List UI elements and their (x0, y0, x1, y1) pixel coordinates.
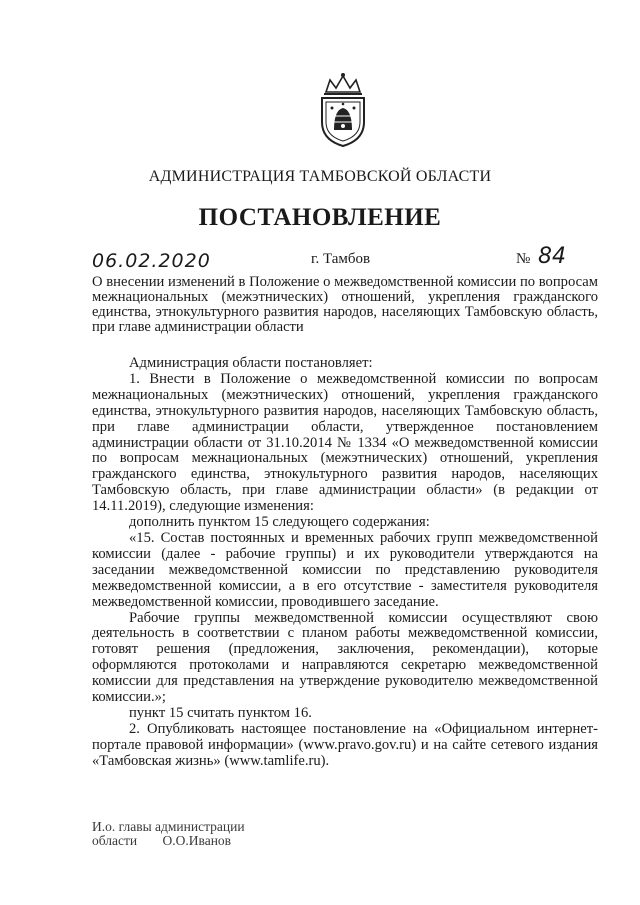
signatory-position-line2: области (92, 833, 138, 848)
signatory-position-line1: И.о. главы администрации (92, 819, 245, 834)
clause-15: «15. Состав постоянных и временных рабочих групп межведомственной комиссии (далее - рабочие группы) и их руководители утверждаются на заседании межведомственной комиссии по представлению руководителя межведомственной комиссии, а в его отсутствие - заместителя руководителя межведомственной комиссии, проводившего заседание. (92, 529, 598, 610)
paragraph-2: 2. Опубликовать настоящее постановление на «Официальном интернет-портале правовой информации» (www.pravo.gov.ru) и на сайте сетевого издания «Тамбовская жизнь» (www.tamlife.ru). (92, 720, 598, 769)
renumber-clause: пункт 15 считать пунктом 16. (129, 704, 312, 721)
paragraph-1: 1. Внести в Положение о межведомственной комиссии по вопросам межнациональных (межэтнических) отношений, укрепления гражданского единства, этнокультурного развития народов, населяющих Тамбовскую область, при главе администрации области, утвержденное постановлением администрации области от 31.10.2014 № 1334 «О межведомственной комиссии по вопросам межнациональных (межэтнических) отношений, укрепления гражданского единства, этнокультурного развития народов, населяющих Тамбовскую область, при главе администрации области» (в редакции от 14.11.2019), следующие изменения: (92, 370, 598, 515)
document-number-label: № (516, 251, 531, 267)
document-subject: О внесении изменений в Положение о межведомственной комиссии по вопросам межнациональных (межэтнических) отношений, укрепления гражданского единства, этнокультурного развития народов, населяющих Тамбовскую область, при главе администрации области (92, 274, 598, 335)
preamble: Администрация области постановляет: (129, 355, 373, 371)
coat-of-arms-emblem (308, 70, 378, 150)
document-number: 84 (538, 244, 566, 269)
document-city: г. Тамбов (311, 251, 371, 267)
document-body (92, 356, 598, 770)
add-clause: дополнить пунктом 15 следующего содержания: (129, 514, 430, 531)
working-groups-paragraph: Рабочие группы межведомственной комиссии осуществляют свою деятельность в соответствии с планом работы межведомственной комиссии, готовят решения (предложения, заключения, рекомендации), которые оформляются протоколами и направляются секретарю межведомственной комиссии для представления на утверждение руководителю межведомственной комиссии.»; (92, 609, 598, 706)
signature-block (92, 820, 245, 848)
document-type: ПОСТАНОВЛЕНИЕ (198, 204, 442, 231)
signature-row (92, 834, 245, 848)
organization-name: АДМИНИСТРАЦИЯ ТАМБОВСКОЙ ОБЛАСТИ (148, 168, 492, 185)
signatory-name: О.О.Иванов (162, 833, 232, 848)
document-date: 06.02.2020 (92, 250, 211, 272)
